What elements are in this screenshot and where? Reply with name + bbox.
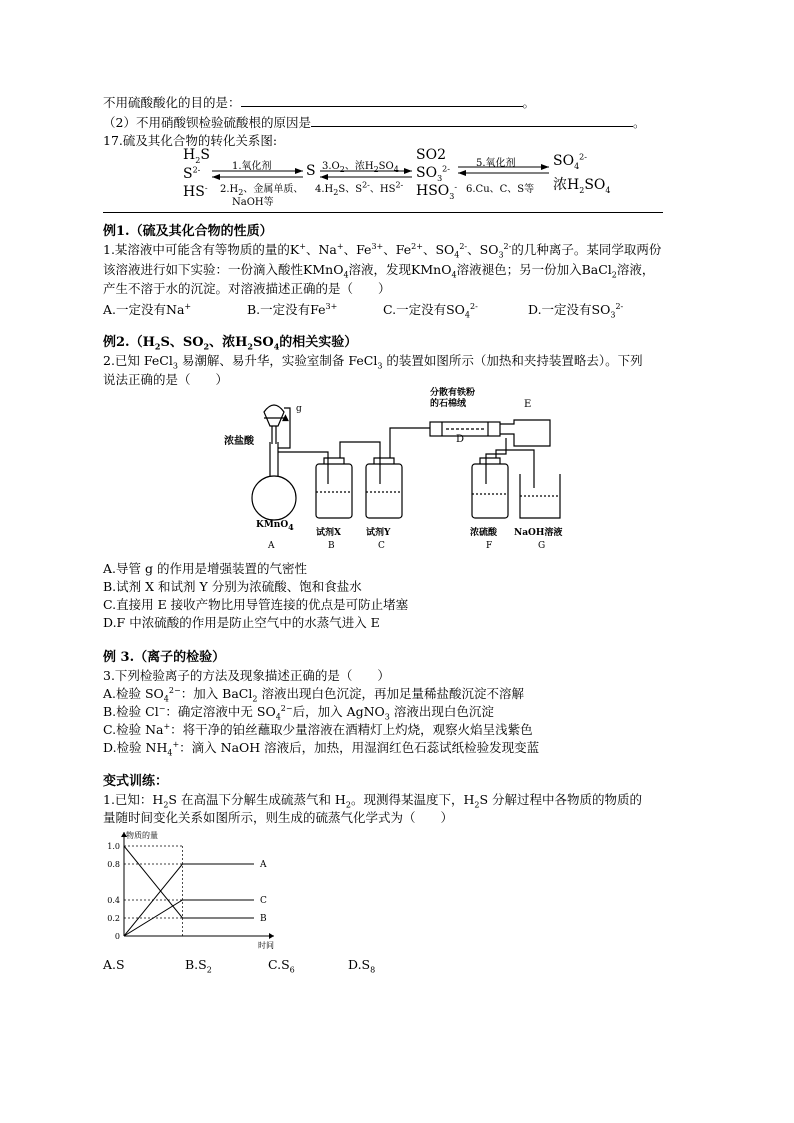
arrow2-bottom-label: $4.H_2S$、$S^{2-}$、$HS^{2-}$ [315,180,404,197]
y-tick-label: 0.4 [107,896,120,905]
example3-option-c[interactable]: C.检验 Na+：将干净的铂丝蘸取少量溶液在酒精灯上灼烧，观察火焰呈浅紫色 [103,721,533,737]
y-axis-label: 物质的量 [126,831,158,840]
y-tick-label: 0.2 [107,914,120,923]
label-reagent-y: 试剂Y [366,528,391,538]
species-h2s: $H_2S$ [183,147,210,165]
q17-title: 17.硫及其化合物的转化关系图: [103,133,278,148]
example3-option-a[interactable]: A.检验 $SO_4^{2-}$：加入 BaCl$_2$ 溶液出现白色沉淀，再加足量稀盐酸沉淀不溶解 [103,685,524,704]
label-conc-h2so4: 浓硫酸 [470,528,498,538]
practice-stem-1: 1.已知：$H_2S$ 在高温下分解生成硫蒸气和 $H_2$。现测得某温度下，$H_2S$ 分解过程中各物质的物质的 [103,792,642,810]
example1-heading: 例1.（硫及其化合物的性质） [103,224,273,239]
question-text: 不用硫酸酸化的目的是： [103,95,241,110]
practice-option-d[interactable]: $D.S_8$ [348,957,376,975]
example1-option-c[interactable]: C.一定没有$SO_4^{2-}$ [383,301,478,320]
species-so2: SO2 [416,147,446,163]
y-tick-label: 0 [114,932,120,941]
arrow1-bottom-label-2: NaOH等 [232,197,274,208]
label-g: g [296,404,302,414]
conversion-arrows [0,0,794,230]
label-C: C [378,541,385,551]
practice-heading: 变式训练： [103,774,169,789]
species-so3-2: $SO_3^{2-}$ [416,164,450,183]
label-F: F [486,541,493,551]
label-E: E [524,399,532,410]
x-axis-label: 时间 [258,941,274,950]
label-asbestos-2: 的石棉绒 [430,399,467,409]
example1-option-d[interactable]: D.一定没有$SO_3^{2-}$ [528,301,624,320]
arrow3-bottom-label: 6.Cu、C、S等 [466,184,535,195]
example3-option-b[interactable]: B.检验 Cl−：确定溶液中无 $SO_4^{2-}$后，加入 AgNO$_3$ 溶液出现白色沉淀 [103,703,494,722]
label-D: D [456,434,465,445]
label-kmno4: KMnO$_4$ [256,520,294,532]
label-conc-hcl: 浓盐酸 [224,436,254,447]
x-axis-arrow [269,933,274,939]
example1-stem-1: 1.某溶液中可能含有等物质的量的K+、Na+、$Fe^{3+}$、$Fe^{2+}$、$SO_4^{2-}$、$SO_3^{2-}$的几种离子。某同学取两份 [103,241,662,260]
period: 。 [632,115,646,130]
series-label-b: B [260,914,267,924]
question-text: （2）不用硝酸钡检验硫酸根的原因是 [103,115,311,130]
species-hs-: HS- [183,183,208,200]
label-B: B [328,541,335,551]
species-s: S [306,163,316,179]
arrow1-bottom-label: $2.H_2$、金属单质、 [220,184,304,197]
series-label-c: C [260,896,267,906]
example2-option-b[interactable]: B.试剂 X 和试剂 Y 分别为浓硫酸、饱和食盐水 [103,579,362,594]
example1-stem-2: 该溶液进行如下实验：一份滴入酸性KMnO$_4$溶液，发现KMnO$_4$溶液褪色；另一份加入BaCl$_2$溶液， [103,262,655,280]
example2-option-a[interactable]: A.导管 g 的作用是增强装置的气密性 [103,561,307,576]
species-s2-: $S^{2-}$ [183,165,201,182]
series-label-a: A [260,860,267,870]
example2-stem-2: 说法正确的是（ ） [103,372,229,387]
label-naoh: NaOH溶液 [514,528,563,538]
label-G: G [538,541,546,551]
example2-heading: 例$2.(H_2S$、$SO_2$、浓$H_2SO_4$的相关实验） [103,335,358,352]
example3-stem: 3.下列检验离子的方法及现象描述正确的是（ ） [103,668,390,683]
species-conc-h2so4: 浓$H_2SO_4$ [553,177,611,195]
y-tick-label: 0.8 [107,860,120,869]
example3-heading: 例 3.（离子的检验） [103,650,226,665]
example2-option-c[interactable]: C.直接用 E 接收产物比用导管连接的优点是可防止堵塞 [103,597,409,612]
example1-option-a[interactable]: A.一定没有Na+ [103,301,192,317]
arrow2-top-label: $3.O_2$、浓$H_2SO_4$ [322,161,399,174]
arrow3-top-label: 5.氧化剂 [476,158,516,169]
label-reagent-x: 试剂X [316,528,341,538]
species-hso3: $HSO_3^-$ [416,182,458,201]
y-tick-label: 1.0 [107,842,120,851]
divider [103,212,663,213]
series-line-b [124,846,254,918]
label-A: A [268,541,275,551]
arrow1-top-label: 1.氧化剂 [232,161,272,172]
practice-option-c[interactable]: $C.S_6$ [268,957,295,975]
example2-option-d[interactable]: D.F 中浓硫酸的作用是防止空气中的水蒸气进入 E [103,615,380,630]
practice-option-b[interactable]: $B.S_2$ [185,957,212,975]
example2-stem-1: 2.已知 FeCl$_3$ 易潮解、易升华，实验室制备 FeCl$_3$ 的装置如图所示（加热和夹持装置略去）。下列 [103,353,643,371]
example1-option-b[interactable]: B.一定没有$Fe^{3+}$ [247,301,338,317]
practice-stem-2: 量随时间变化关系如图所示，则生成的硫蒸气化学式为（ ） [103,810,454,825]
example3-option-d[interactable]: D.检验 $NH_4^+$：滴入 NaOH 溶液后，加热，用湿润红色石蕊试纸检验发现变蓝 [103,739,540,758]
label-asbestos-1: 分散有铁粉 [430,388,476,398]
amount-time-chart [100,828,290,956]
svg-text:▲: ▲ [282,413,289,423]
species-so4: $SO_4^{2-}$ [553,152,587,171]
example1-stem-3: 产生不溶于水的沉淀。对溶液描述正确的是（ ） [103,281,391,296]
period: 。 [522,95,536,110]
practice-option-a[interactable]: A.S [103,957,125,972]
